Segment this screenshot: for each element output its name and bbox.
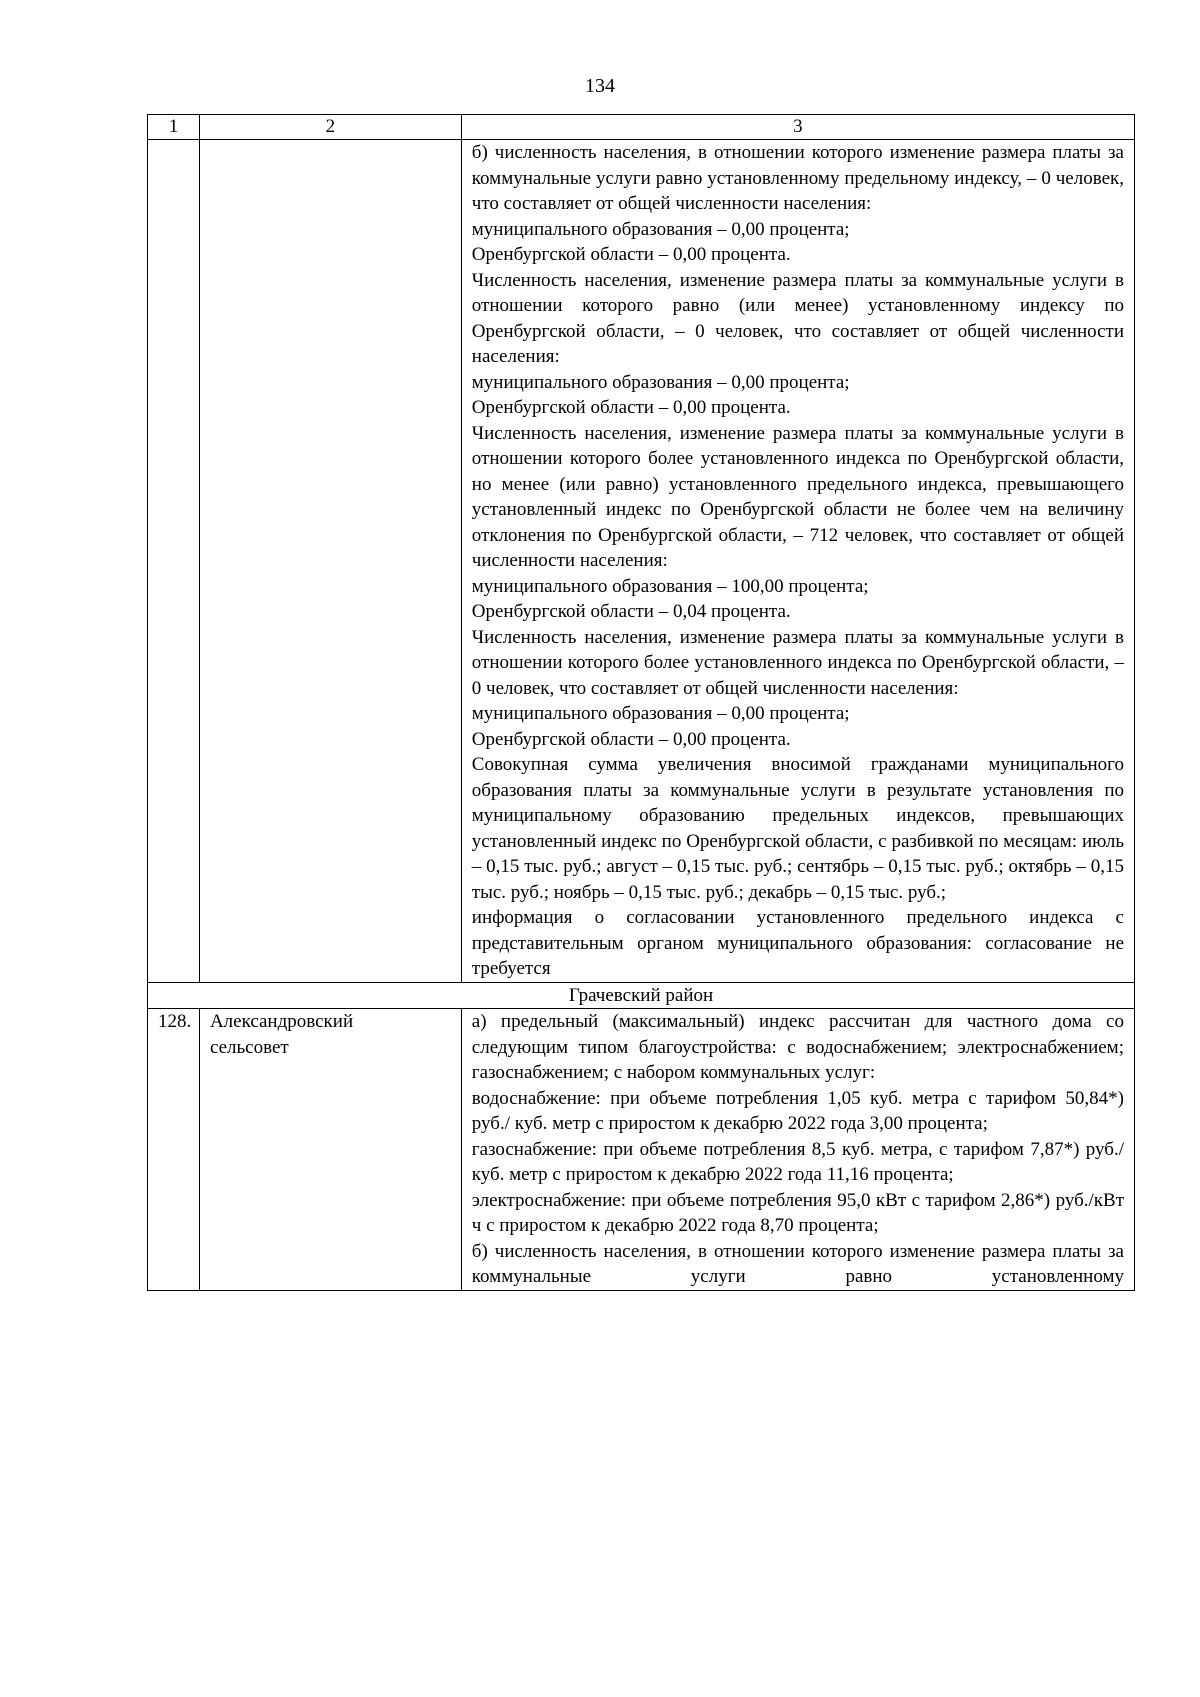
row-description-cell <box>461 1009 1134 1291</box>
paragraph: муниципального образования – 0,00 процента; <box>471 703 850 724</box>
document-table <box>147 114 1135 1291</box>
table-header-row <box>148 115 1135 140</box>
paragraph: муниципального образования – 0,00 процента; <box>471 371 850 393</box>
header-col-2: 2 <box>199 115 461 140</box>
paragraph: Численность населения, изменение размера платы за коммунальные услуги в отношении которого равно (или менее) установленному индексу по Оренбургской области, – 0 человек, что составляет от общей численности населения: <box>471 269 1124 367</box>
paragraph: муниципального образования – 100,00 процента; <box>471 575 869 597</box>
name-line: сельсовет <box>209 1036 289 1058</box>
paragraph: б) численность населения, в отношении которого изменение размера платы за коммунальные услуги равно установленному <box>471 1240 1124 1287</box>
paragraph: Оренбургской области – 0,00 процента. <box>471 244 791 265</box>
row-number-cell <box>148 140 200 983</box>
paragraph: электроснабжение: при объеме потребления 95,0 кВт с тарифом 2,86*) руб./кВт ч с приростом к декабрю 2022 года 8,70 процента; <box>471 1189 1124 1236</box>
paragraph: Численность населения, изменение размера платы за коммунальные услуги в отношении которого более установленного индекса по Оренбургской области, но менее (или равно) установленного предельного индекса, превышающего установленный индекс по Оренбургской области не более чем на величину отклонения по Оренбургской области, – 712 человек, что составляет от общей численности населения: <box>471 422 1124 571</box>
paragraph: Совокупная сумма увеличения вносимой гражданами муниципального образования платы за коммунальные услуги в результате установления по муниципальному образованию предельных индексов, превышающих установленный индекс по Оренбургской области, с разбивкой по месяцам: июль – 0,15 тыс. руб.; август – 0,15 тыс. руб.; сентябрь – 0,15 тыс. руб.; октябрь – 0,15 тыс. руб.; ноябрь – 0,15 тыс. руб.; декабрь – 0,15 тыс. руб.; <box>471 754 1124 903</box>
paragraph: б) численность населения, в отношении которого изменение размера платы за коммунальные услуги равно установленному предельному индексу, – 0 человек, что составляет от общей численности населения: <box>471 142 1124 214</box>
row-name-cell <box>199 140 461 983</box>
row-number-cell: 128. <box>148 1009 200 1291</box>
paragraph: информация о согласовании установленного предельного индекса с представительным органом муниципального образования: согласование не требуется <box>471 907 1124 979</box>
header-col-1: 1 <box>148 115 200 140</box>
region-row <box>148 982 1135 1009</box>
header-col-3: 3 <box>461 115 1134 140</box>
paragraph: газоснабжение: при объеме потребления 8,5 куб. метра, с тарифом 7,87*) руб./куб. метр с приростом к декабрю 2022 года 11,16 процента; <box>471 1138 1124 1185</box>
region-title: Грачевский район <box>148 982 1135 1009</box>
paragraph: Оренбургской области – 0,04 процента. <box>471 601 791 622</box>
table-row-continuation <box>148 140 1135 983</box>
paragraph: муниципального образования – 0,00 процента; <box>471 218 850 240</box>
row-description-cell <box>461 140 1134 983</box>
page-number: 134 <box>585 75 615 97</box>
paragraph: а) предельный (максимальный) индекс рассчитан для частного дома со следующим типом благоустройства: с водоснабжением; электроснабжением; газоснабжением; с набором коммунальных услуг: <box>471 1011 1124 1083</box>
paragraph: Численность населения, изменение размера платы за коммунальные услуги в отношении которого более установленного индекса по Оренбургской области, – 0 человек, что составляет от общей численности населения: <box>471 626 1124 699</box>
paragraph: Оренбургской области – 0,00 процента. <box>471 728 791 750</box>
paragraph: водоснабжение: при объеме потребления 1,05 куб. метра с тарифом 50,84*) руб./ куб. метр с приростом к декабрю 2022 года 3,00 процента; <box>471 1087 1124 1134</box>
paragraph: Оренбургской области – 0,00 процента. <box>471 397 791 418</box>
name-line: Александровский <box>209 1011 354 1032</box>
row-name-cell <box>199 1009 461 1291</box>
table-row <box>148 1009 1135 1291</box>
